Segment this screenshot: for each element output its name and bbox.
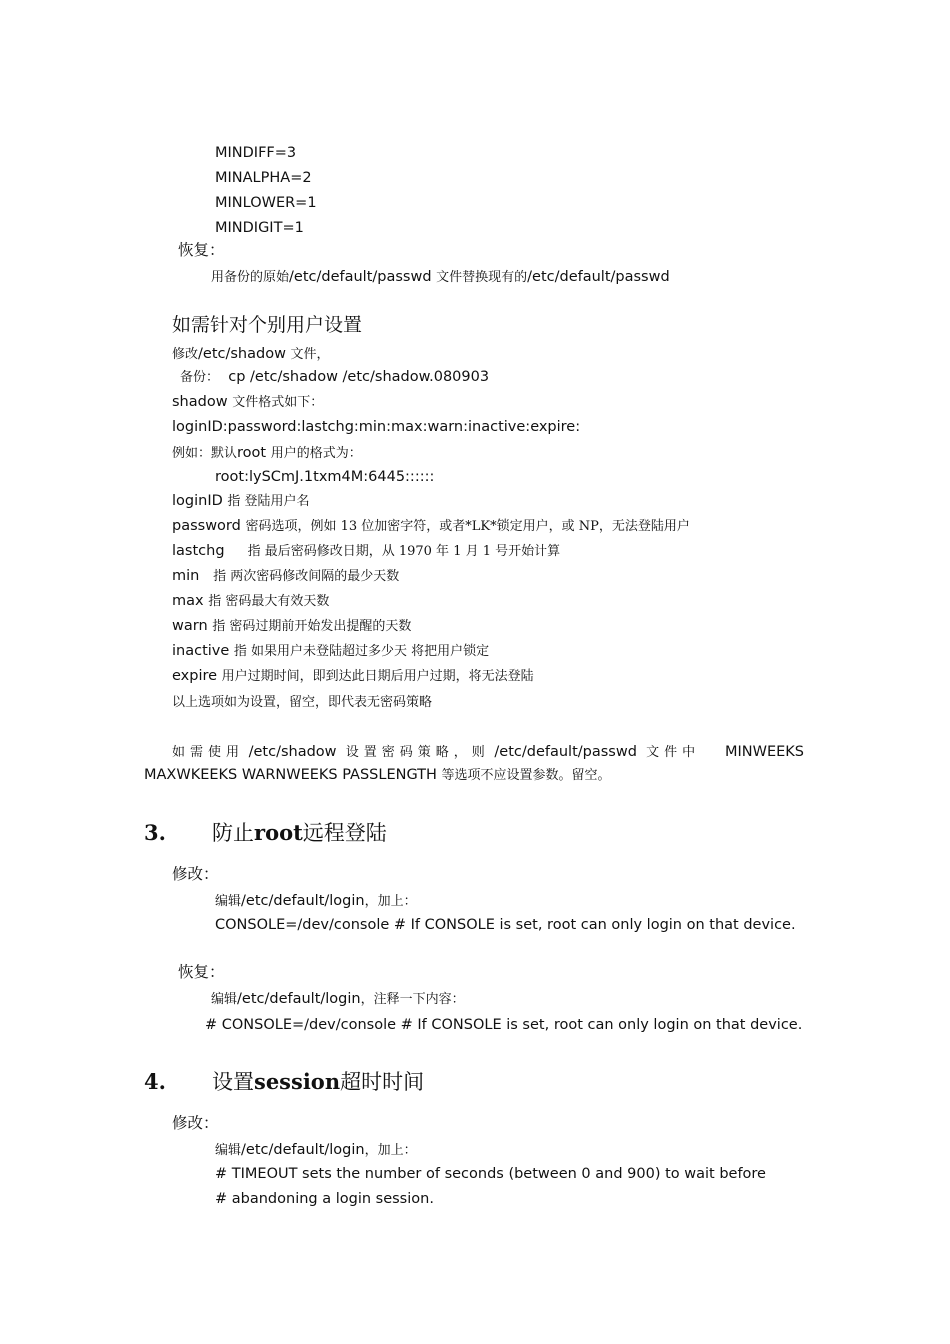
section-heading: 3. 防止root远程登陆 [144, 820, 387, 845]
policy-note-line2: MAXWKEEKS WARNWEEKS PASSLENGTH 等选项不应设置参数。留空。 [144, 767, 611, 783]
commented-console-line: # CONSOLE=/dev/console # If CONSOLE is set, root can only login on that device. [205, 1017, 803, 1033]
field-row: expire 用户过期时间，即到达此日期后用户过期，将无法登陆 [172, 668, 534, 684]
format-intro: shadow 文件格式如下： [172, 394, 324, 410]
field-row: min 指 两次密码修改间隔的最少天数 [172, 568, 400, 584]
restore-label: 恢复： [178, 241, 225, 259]
modify-instruction: 修改/etc/shadow 文件， [172, 346, 330, 362]
field-row: password 密码选项，例如 13 位加密字符，或者*LK*锁定用户，或 NP，无法登陆用户 [172, 518, 690, 534]
field-row: max 指 密码最大有效天数 [172, 593, 330, 609]
summary-note: 以上选项如为设置，留空，即代表无密码策略 [172, 695, 433, 710]
modify-label: 修改： [172, 1114, 219, 1132]
config-line: MINLOWER=1 [215, 195, 317, 211]
field-row: inactive 指 如果用户未登陆超过多少天 将把用户锁定 [172, 643, 490, 659]
timeout-line: # TIMEOUT sets the number of seconds (between 0 and 900) to wait before [215, 1166, 766, 1182]
example-intro: 例如：默认root 用户的格式为： [172, 445, 362, 461]
console-line: CONSOLE=/dev/console # If CONSOLE is set, root can only login on that device. [215, 917, 796, 933]
field-row: warn 指 密码过期前开始发出提醒的天数 [172, 618, 412, 634]
config-line: MINDIFF=3 [215, 145, 297, 161]
policy-note-line1: 如需使用 /etc/shadow 设置密码策略，则 /etc/default/passwd 文件中 [172, 744, 701, 760]
policy-note-keyword: MINWEEKS [725, 744, 805, 760]
config-line: MINALPHA=2 [215, 170, 312, 186]
edit-instruction: 编辑/etc/default/login，加上： [215, 1142, 417, 1158]
restore-instruction: 编辑/etc/default/login，注释一下内容： [211, 991, 465, 1007]
field-row: loginID 指 登陆用户名 [172, 493, 310, 509]
format-line: loginID:password:lastchg:min:max:warn:inactive:expire: [172, 419, 581, 435]
section-heading: 4. 设置session超时时间 [144, 1069, 425, 1094]
field-row: lastchg 指 最后密码修改日期，从 1970 年 1 月 1 号开始计算 [172, 543, 561, 559]
modify-label: 修改： [172, 865, 219, 883]
restore-instruction: 用备份的原始/etc/default/passwd 文件替换现有的/etc/default/passwd [211, 269, 670, 285]
subsection-title: 如需针对个别用户设置 [172, 314, 363, 336]
timeout-line: # abandoning a login session. [215, 1191, 434, 1207]
backup-instruction: 备份： cp /etc/shadow /etc/shadow.080903 [180, 369, 490, 385]
edit-instruction: 编辑/etc/default/login，加上： [215, 893, 417, 909]
restore-label: 恢复： [178, 963, 225, 981]
config-line: MINDIGIT=1 [215, 220, 304, 236]
example-line: root:lySCmJ.1txm4M:6445:::::: [215, 469, 435, 485]
